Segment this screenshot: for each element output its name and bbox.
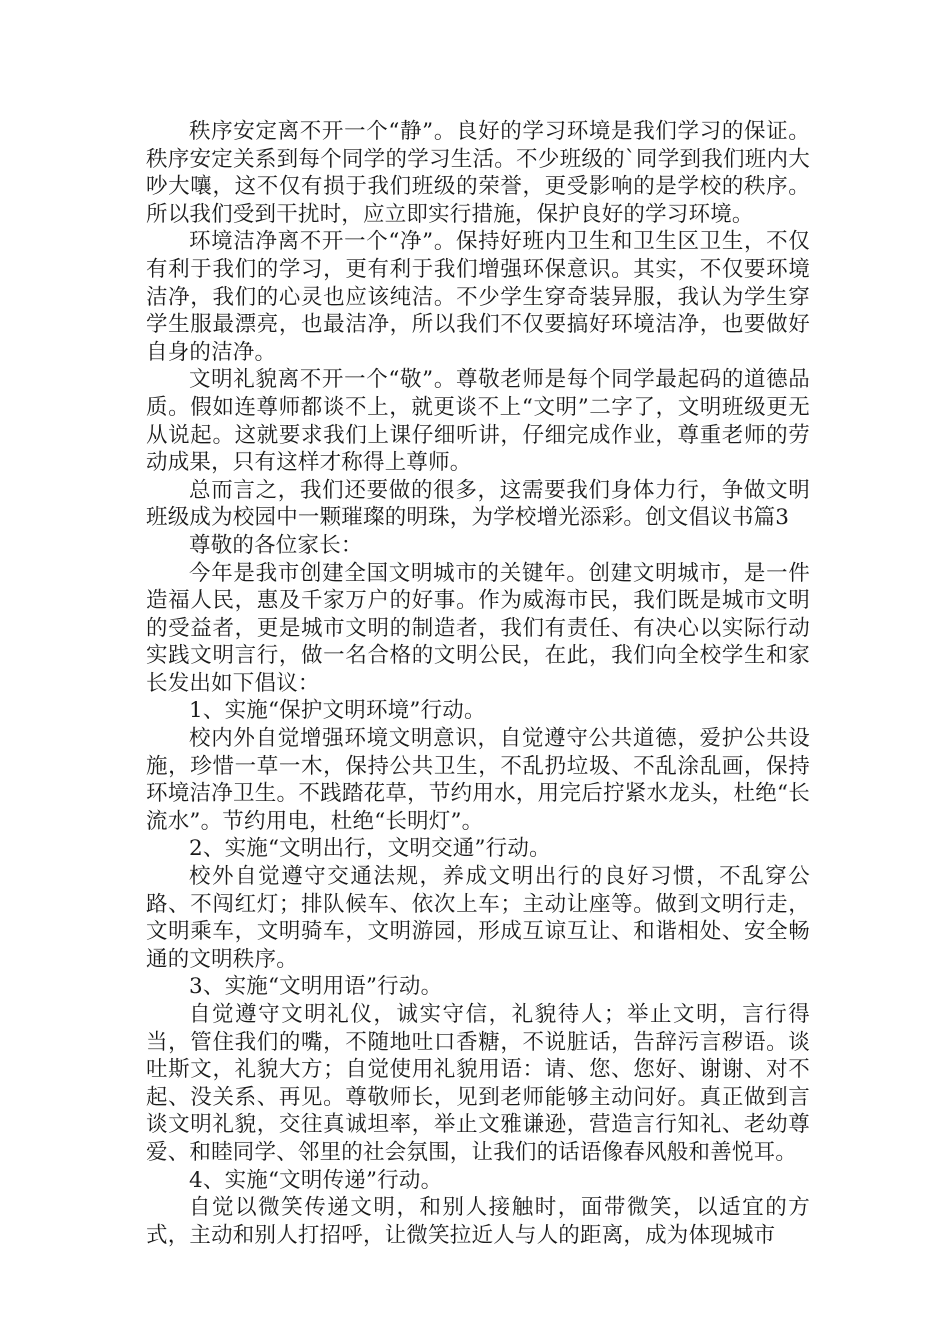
document-body bbox=[146, 118, 810, 1249]
heading-item-2: 2、实施“文明出行，文明交通”行动。 bbox=[189, 836, 551, 862]
paragraph-item-2: 校外自觉遵守交通法规，养成文明出行的良好习惯，不乱穿公路、不闯红灯；排队候车、依次上车；主动让座等。做到文明行走，文明乘车，文明骑车，文明游园，形成互谅互让、和谐相处、安全畅通的文明秩序。 bbox=[146, 864, 810, 972]
paragraph-1: 秩序安定离不开一个“静”。良好的学习环境是我们学习的保证。秩序安定关系到每个同学的学习生活。不少班级的`同学到我们班内大吵大嚷，这不仅有损于我们班级的荣誉，更受影响的是学校的秩序。所以我们受到干扰时，应立即实行措施，保护良好的学习环境。 bbox=[146, 119, 810, 227]
paragraph-2: 环境洁净离不开一个“净”。保持好班内卫生和卫生区卫生，不仅有利于我们的学习，更有利于我们增强环保意识。其实，不仅要环境洁净，我们的心灵也应该纯洁。不少学生穿奇装异服，我认为学生穿学生服最漂亮，也最洁净，所以我们不仅要搞好环境洁净，也要做好自身的洁净。 bbox=[146, 229, 810, 365]
salutation: 尊敬的各位家长： bbox=[189, 532, 363, 558]
paragraph-item-4: 自觉以微笑传递文明，和别人接触时，面带微笑，以适宜的方式，主动和别人打招呼，让微笑拉近人与人的距离，成为体现城市 bbox=[146, 1195, 810, 1248]
paragraph-item-1: 校内外自觉增强环境文明意识，自觉遵守公共道德，爱护公共设施，珍惜一草一木，保持公共卫生，不乱扔垃圾、不乱涂乱画，保持环境洁净卫生。不践踏花草，节约用水，用完后拧紧水龙头，杜绝“长流水”。节约用电，杜绝“长明灯”。 bbox=[146, 726, 810, 834]
paragraph-3: 文明礼貌离不开一个“敬”。尊敬老师是每个同学最起码的道德品质。假如连尊师都谈不上，就更谈不上“文明”二字了，文明班级更无从说起。这就要求我们上课仔细听讲，仔细完成作业，尊重老师的劳动成果，只有这样才称得上尊师。 bbox=[146, 367, 810, 476]
paragraph-item-3: 自觉遵守文明礼仪，诚实守信，礼貌待人；举止文明，言行得当，管住我们的嘴，不随地吐口香糖，不说脏话，告辞污言秽语。谈吐斯文，礼貌大方；自觉使用礼貌用语：请、您、您好、谢谢、对不起、没关系、再见。尊敬师长，见到老师能够主动问好。真正做到言谈文明礼貌，交往真诚坦率，举止文雅谦逊，营造言行知礼、老幼尊爱、和睦同学、邻里的社会氛围，让我们的话语像春风般和善悦耳。 bbox=[146, 1002, 810, 1165]
heading-item-3: 3、实施“文明用语”行动。 bbox=[189, 974, 443, 1000]
heading-item-4: 4、实施“文明传递”行动。 bbox=[189, 1167, 443, 1193]
paragraph-intro: 今年是我市创建全国文明城市的关键年。创建文明城市，是一件造福人民，惠及千家万户的好事。作为威海市民，我们既是城市文明的受益者，更是城市文明的制造者，我们有责任、有决心以实际行动实践文明言行，做一名合格的文明公民，在此，我们向全校学生和家长发出如下倡议： bbox=[146, 560, 810, 696]
paragraph-4: 总而言之，我们还要做的很多，这需要我们身体力行，争做文明班级成为校园中一颗璀璨的明珠，为学校增光添彩。创文倡议书篇3 bbox=[146, 477, 810, 531]
heading-item-1: 1、实施“保护文明环境”行动。 bbox=[189, 698, 486, 724]
